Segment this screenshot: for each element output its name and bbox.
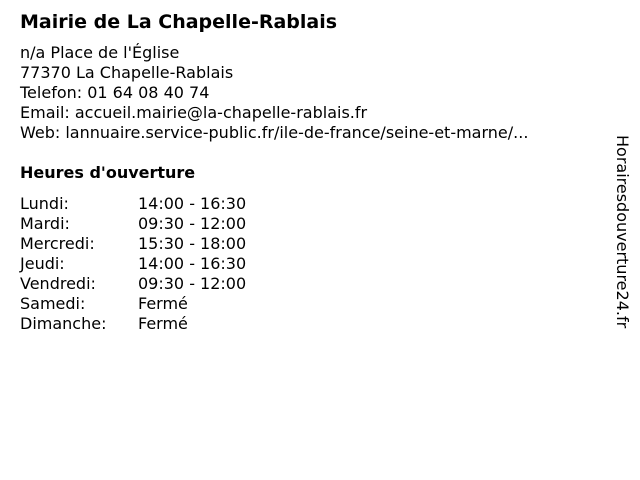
address-line-city: 77370 La Chapelle-Rablais bbox=[20, 63, 234, 82]
hours-table bbox=[20, 194, 246, 334]
day-label: Mercredi: bbox=[20, 234, 95, 253]
day-label: Samedi: bbox=[20, 294, 86, 313]
day-label: Lundi: bbox=[20, 194, 69, 213]
day-label: Dimanche: bbox=[20, 314, 107, 333]
page-title: Mairie de La Chapelle-Rablais bbox=[20, 11, 338, 33]
day-label: Jeudi: bbox=[20, 254, 65, 273]
hours-row-tuesday bbox=[20, 214, 246, 234]
time-value: 09:30 - 12:00 bbox=[138, 274, 247, 293]
time-value: 15:30 - 18:00 bbox=[138, 234, 247, 253]
day-label: Mardi: bbox=[20, 214, 70, 233]
phone-text: Telefon: 01 64 08 40 74 bbox=[20, 83, 210, 102]
time-value: Fermé bbox=[138, 314, 188, 333]
time-value: 09:30 - 12:00 bbox=[138, 214, 247, 233]
hours-row-saturday bbox=[20, 294, 246, 314]
address-line-street: n/a Place de l'Église bbox=[20, 43, 180, 62]
hours-heading: Heures d'ouverture bbox=[20, 163, 196, 182]
day-label: Vendredi: bbox=[20, 274, 96, 293]
hours-row-friday bbox=[20, 274, 246, 294]
web-text: Web: lannuaire.service-public.fr/ile-de-france/seine-et-marne/... bbox=[20, 123, 529, 142]
time-value: 14:00 - 16:30 bbox=[138, 194, 247, 213]
email-text: Email: accueil.mairie@la-chapelle-rablais.fr bbox=[20, 103, 368, 122]
hours-row-thursday bbox=[20, 254, 246, 274]
hours-row-monday bbox=[20, 194, 246, 214]
hours-row-wednesday bbox=[20, 234, 246, 254]
brand-watermark: Horairesdouverture24.fr bbox=[613, 135, 632, 329]
time-value: Fermé bbox=[138, 294, 188, 313]
contact-block bbox=[20, 43, 528, 143]
time-value: 14:00 - 16:30 bbox=[138, 254, 247, 273]
hours-row-sunday bbox=[20, 314, 246, 334]
